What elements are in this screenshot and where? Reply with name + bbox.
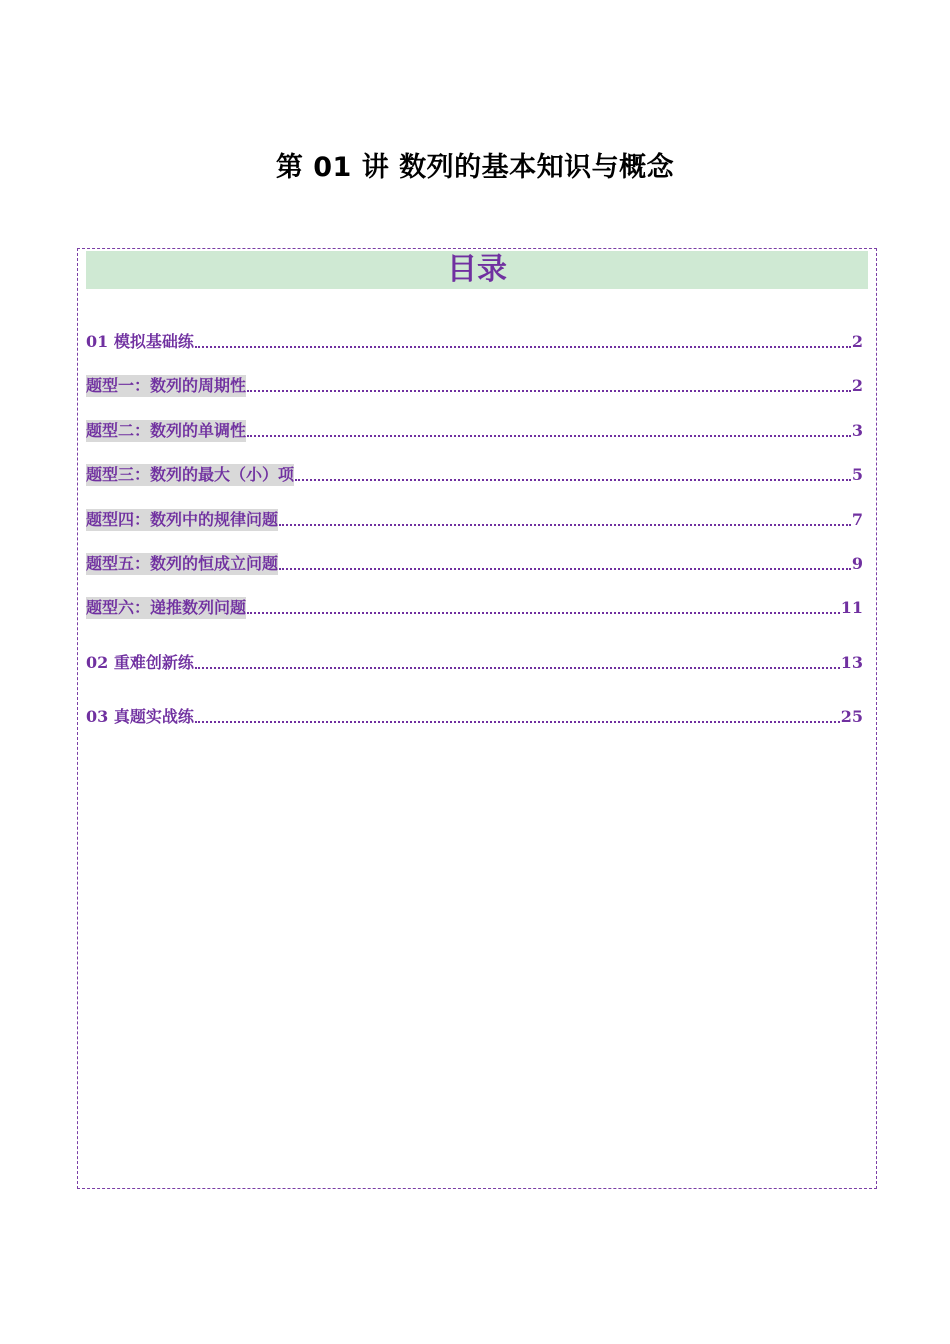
- toc-entry-label: 01 模拟基础练: [86, 332, 194, 351]
- toc-page-number: 7: [851, 510, 863, 529]
- toc-leader-dots: [279, 568, 851, 570]
- document-title: 第 01 讲 数列的基本知识与概念: [275, 152, 675, 183]
- toc-page-number: 3: [851, 421, 863, 440]
- toc-entry-label: 题型六：递推数列问题: [86, 598, 247, 617]
- toc-entry-always-holds[interactable]: [86, 553, 863, 575]
- toc-heading: 目录: [86, 251, 868, 289]
- toc-entry-real-exam-practice[interactable]: [86, 706, 863, 728]
- toc-page-number: 25: [840, 707, 863, 726]
- toc-page-number: 9: [851, 554, 863, 573]
- toc-entry-periodicity[interactable]: [86, 375, 863, 397]
- toc-page-number: 5: [851, 465, 863, 484]
- toc-leader-dots: [195, 667, 840, 669]
- toc-entry-max-min-term[interactable]: [86, 464, 863, 486]
- toc-entry-label: 题型三：数列的最大（小）项: [86, 465, 295, 484]
- toc-leader-dots: [247, 390, 851, 392]
- toc-entry-difficult-innovation[interactable]: [86, 652, 863, 674]
- toc-entry-monotonicity[interactable]: [86, 420, 863, 442]
- toc-entry-label: 03 真题实战练: [86, 707, 194, 726]
- toc-page-number: 2: [851, 332, 863, 351]
- table-of-contents: [77, 248, 877, 1189]
- toc-entry-label: 题型二：数列的单调性: [86, 421, 247, 440]
- toc-entry-label: 题型四：数列中的规律问题: [86, 510, 279, 529]
- toc-entry-label: 02 重难创新练: [86, 653, 194, 672]
- toc-entry-simulation-basics[interactable]: [86, 331, 863, 353]
- toc-entry-label: 题型五：数列的恒成立问题: [86, 554, 279, 573]
- toc-leader-dots: [195, 346, 851, 348]
- toc-entry-recursive[interactable]: [86, 597, 863, 619]
- toc-page-number: 11: [840, 598, 863, 617]
- toc-page-number: 2: [851, 376, 863, 395]
- toc-entry-label: 题型一：数列的周期性: [86, 376, 247, 395]
- toc-leader-dots: [195, 721, 840, 723]
- toc-entry-patterns[interactable]: [86, 509, 863, 531]
- toc-leader-dots: [295, 479, 851, 481]
- toc-leader-dots: [247, 435, 851, 437]
- toc-leader-dots: [279, 524, 851, 526]
- toc-leader-dots: [247, 612, 840, 614]
- toc-page-number: 13: [840, 653, 863, 672]
